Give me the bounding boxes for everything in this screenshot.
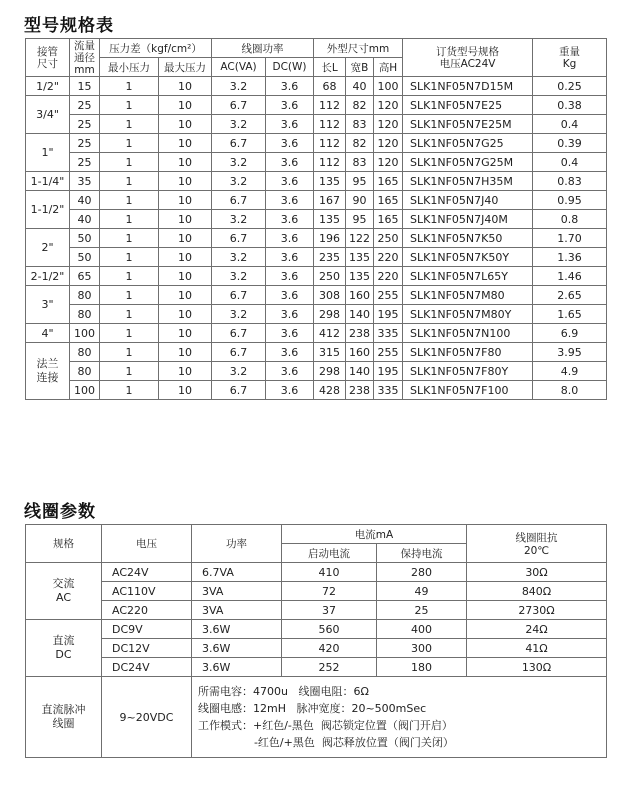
table-row [26,324,607,343]
coil-table-title: 线圈参数 [24,502,96,522]
pressure-min-cell: 1 [100,362,159,381]
pressure-min-cell: 1 [100,229,159,248]
power-ac-cell: 6.7 [212,286,266,305]
pressure-max-cell: 10 [159,248,212,267]
coil-col-power-header: 功率 [192,525,282,563]
model-cell: SLK1NF05N7E25 [403,96,533,115]
pressure-min-cell: 1 [100,191,159,210]
dim-h-cell: 120 [374,115,403,134]
weight-cell: 1.65 [533,305,607,324]
coil-table-body [26,563,607,758]
weight-cell: 3.95 [533,343,607,362]
dim-h-cell: 165 [374,172,403,191]
dim-l-cell: 250 [314,267,346,286]
dim-b-cell: 40 [346,77,374,96]
table-row [26,601,607,620]
weight-cell: 0.8 [533,210,607,229]
pressure-max-cell: 10 [159,96,212,115]
flow-cell: 35 [70,172,100,191]
dim-b-cell: 135 [346,267,374,286]
col-pressure-min-header: 最小压力 [100,58,159,77]
table-row [26,267,607,286]
power-dc-cell: 3.6 [266,153,314,172]
cell-line: 3" [41,298,54,311]
pressure-min-cell: 1 [100,286,159,305]
power-dc-cell: 3.6 [266,267,314,286]
voltage-cell: DC9V [102,620,192,639]
table-row [26,343,607,362]
model-cell: SLK1NF05N7K50 [403,229,533,248]
pressure-max-cell: 10 [159,362,212,381]
spec-table-body [26,77,607,400]
dim-l-cell: 135 [314,210,346,229]
col-weight-header: 重量 Kg [533,39,607,77]
resistance-cell: 2730Ω [467,601,607,620]
flow-cell: 80 [70,343,100,362]
dim-b-cell: 83 [346,115,374,134]
dim-b-cell: 140 [346,362,374,381]
pressure-max-cell: 10 [159,305,212,324]
dim-h-cell: 120 [374,96,403,115]
model-cell: SLK1NF05N7F80 [403,343,533,362]
dim-l-cell: 298 [314,362,346,381]
weight-cell: 6.9 [533,324,607,343]
dim-l-cell: 412 [314,324,346,343]
flow-cell: 100 [70,324,100,343]
dim-l-cell: 112 [314,96,346,115]
power-ac-cell: 3.2 [212,77,266,96]
pulse-voltage-cell: 9~20VDC [102,677,192,758]
table-row [26,286,607,305]
model-cell: SLK1NF05N7N100 [403,324,533,343]
col-power-ac-header: AC(VA) [212,58,266,77]
weight-cell: 1.36 [533,248,607,267]
pressure-max-cell: 10 [159,324,212,343]
pressure-max-cell: 10 [159,115,212,134]
model-cell: SLK1NF05N7L65Y [403,267,533,286]
weight-cell: 8.0 [533,381,607,400]
dim-h-cell: 220 [374,248,403,267]
cell-line: 连接 [36,371,59,384]
table-row [26,134,607,153]
cell-line: 1/2" [36,79,59,93]
power-dc-cell: 3.6 [266,324,314,343]
pressure-min-cell: 1 [100,324,159,343]
flow-cell: 40 [70,191,100,210]
dim-b-cell: 140 [346,305,374,324]
cell-line: 1-1/2" [30,203,65,216]
power-dc-cell: 3.6 [266,381,314,400]
model-cell: SLK1NF05N7M80 [403,286,533,305]
dim-b-cell: 135 [346,248,374,267]
pulse-note-line: 所需电容：4700u 线圈电阻：6Ω [198,685,369,698]
power-dc-cell: 3.6 [266,191,314,210]
cell-line: 交流 [52,577,75,590]
dim-l-cell: 315 [314,343,346,362]
pressure-min-cell: 1 [100,77,159,96]
cell-line: 2" [41,241,54,254]
pressure-min-cell: 1 [100,248,159,267]
pressure-max-cell: 10 [159,267,212,286]
pressure-min-cell: 1 [100,96,159,115]
dim-h-cell: 250 [374,229,403,248]
spec-table [25,38,607,400]
cell-line: 法兰 [36,357,59,370]
col-dim-l-header: 长L [314,58,346,77]
dim-b-cell: 238 [346,381,374,400]
coil-table [25,524,607,758]
model-cell: SLK1NF05N7K50Y [403,248,533,267]
hold-current-cell: 49 [377,582,467,601]
pressure-max-cell: 10 [159,134,212,153]
dim-h-cell: 255 [374,343,403,362]
dim-b-cell: 122 [346,229,374,248]
power-cell: 6.7VA [192,563,282,582]
start-current-cell: 560 [282,620,377,639]
pressure-max-cell: 10 [159,210,212,229]
dim-h-cell: 165 [374,191,403,210]
power-ac-cell: 3.2 [212,362,266,381]
col-model-header: 订货型号规格 电压AC24V [403,39,533,77]
power-cell: 3.6W [192,639,282,658]
cell-line: DC [55,648,72,661]
pulse-note-line: -红色/+黑色 阀芯释放位置（阀门关闭） [198,736,454,749]
size-cell [26,96,70,134]
table-row [26,362,607,381]
power-ac-cell: 3.2 [212,267,266,286]
model-cell: SLK1NF05N7F80Y [403,362,533,381]
table-row [26,229,607,248]
power-dc-cell: 3.6 [266,286,314,305]
weight-cell: 2.65 [533,286,607,305]
dim-h-cell: 335 [374,381,403,400]
coil-type-cell [26,563,102,620]
col-power-dc-header: DC(W) [266,58,314,77]
power-ac-cell: 3.2 [212,172,266,191]
weight-cell: 0.95 [533,191,607,210]
power-ac-cell: 3.2 [212,153,266,172]
dim-l-cell: 68 [314,77,346,96]
table-row [26,153,607,172]
coil-col-hold-current-header: 保持电流 [377,544,467,563]
size-cell [26,191,70,229]
resistance-cell: 41Ω [467,639,607,658]
size-cell [26,172,70,191]
dim-b-cell: 160 [346,286,374,305]
model-cell: SLK1NF05N7D15M [403,77,533,96]
pressure-min-cell: 1 [100,134,159,153]
coil-col-start-current-header: 启动电流 [282,544,377,563]
flow-cell: 80 [70,362,100,381]
coil-col-current-header: 电流mA [282,525,467,544]
power-dc-cell: 3.6 [266,343,314,362]
power-ac-cell: 3.2 [212,210,266,229]
pressure-max-cell: 10 [159,286,212,305]
weight-cell: 1.46 [533,267,607,286]
model-cell: SLK1NF05N7M80Y [403,305,533,324]
resistance-cell: 130Ω [467,658,607,677]
table-row [26,305,607,324]
start-current-cell: 420 [282,639,377,658]
dim-h-cell: 100 [374,77,403,96]
model-cell: SLK1NF05N7J40M [403,210,533,229]
dim-l-cell: 235 [314,248,346,267]
pressure-min-cell: 1 [100,381,159,400]
weight-cell: 1.70 [533,229,607,248]
size-cell [26,267,70,286]
start-current-cell: 37 [282,601,377,620]
cell-line: 3/4" [36,108,59,121]
table-row [26,191,607,210]
table-row [26,172,607,191]
cell-line: 2-1/2" [30,269,65,283]
pressure-max-cell: 10 [159,77,212,96]
voltage-cell: DC12V [102,639,192,658]
power-ac-cell: 6.7 [212,229,266,248]
col-pressure-max-header: 最大压力 [159,58,212,77]
size-cell [26,324,70,343]
pulse-coil-label [26,677,102,758]
cell-line: 直流脉冲 [41,703,86,716]
pressure-max-cell: 10 [159,343,212,362]
pressure-min-cell: 1 [100,172,159,191]
coil-type-cell [26,620,102,677]
col-dim-b-header: 宽B [346,58,374,77]
weight-cell: 0.83 [533,172,607,191]
dim-b-cell: 82 [346,96,374,115]
size-cell [26,343,70,400]
power-ac-cell: 3.2 [212,305,266,324]
power-cell: 3VA [192,601,282,620]
pressure-max-cell: 10 [159,191,212,210]
power-dc-cell: 3.6 [266,362,314,381]
dim-h-cell: 165 [374,210,403,229]
dim-l-cell: 112 [314,134,346,153]
resistance-cell: 840Ω [467,582,607,601]
start-current-cell: 72 [282,582,377,601]
pressure-min-cell: 1 [100,343,159,362]
size-cell [26,134,70,172]
col-pressure-header: 压力差（kgf/cm²） [100,39,212,58]
flow-cell: 80 [70,305,100,324]
cell-line: 线圈 [52,717,75,730]
dim-l-cell: 112 [314,153,346,172]
pulse-notes-cell [192,677,607,758]
weight-cell: 0.4 [533,153,607,172]
power-cell: 3.6W [192,658,282,677]
pressure-max-cell: 10 [159,172,212,191]
dim-h-cell: 255 [374,286,403,305]
power-ac-cell: 6.7 [212,134,266,153]
dim-b-cell: 83 [346,153,374,172]
table-row [26,582,607,601]
hold-current-cell: 300 [377,639,467,658]
cell-line: 4" [41,326,54,340]
table-row [26,96,607,115]
power-cell: 3.6W [192,620,282,639]
dim-h-cell: 120 [374,153,403,172]
pressure-min-cell: 1 [100,153,159,172]
power-ac-cell: 6.7 [212,381,266,400]
spec-table-title: 型号规格表 [24,16,114,36]
power-dc-cell: 3.6 [266,96,314,115]
table-row [26,115,607,134]
power-dc-cell: 3.6 [266,305,314,324]
size-cell [26,229,70,267]
power-cell: 3VA [192,582,282,601]
dim-h-cell: 335 [374,324,403,343]
resistance-cell: 24Ω [467,620,607,639]
power-ac-cell: 3.2 [212,115,266,134]
model-cell: SLK1NF05N7H35M [403,172,533,191]
flow-cell: 50 [70,248,100,267]
flow-cell: 25 [70,115,100,134]
hold-current-cell: 400 [377,620,467,639]
flow-cell: 40 [70,210,100,229]
table-row [26,381,607,400]
flow-cell: 65 [70,267,100,286]
dim-h-cell: 120 [374,134,403,153]
dim-b-cell: 90 [346,191,374,210]
power-ac-cell: 3.2 [212,248,266,267]
power-dc-cell: 3.6 [266,134,314,153]
resistance-cell: 30Ω [467,563,607,582]
dim-h-cell: 195 [374,362,403,381]
dim-l-cell: 112 [314,115,346,134]
weight-cell: 0.38 [533,96,607,115]
table-row [26,77,607,96]
dim-b-cell: 160 [346,343,374,362]
flow-cell: 25 [70,134,100,153]
model-cell: SLK1NF05N7E25M [403,115,533,134]
dim-b-cell: 82 [346,134,374,153]
pressure-min-cell: 1 [100,267,159,286]
pressure-min-cell: 1 [100,305,159,324]
pressure-min-cell: 1 [100,115,159,134]
flow-cell: 80 [70,286,100,305]
pressure-max-cell: 10 [159,381,212,400]
power-dc-cell: 3.6 [266,229,314,248]
pressure-min-cell: 1 [100,210,159,229]
cell-line: AC [55,591,71,604]
hold-current-cell: 280 [377,563,467,582]
model-cell: SLK1NF05N7J40 [403,191,533,210]
dim-l-cell: 298 [314,305,346,324]
table-row [26,639,607,658]
cell-line: 1-1/4" [30,174,65,188]
weight-cell: 4.9 [533,362,607,381]
flow-cell: 50 [70,229,100,248]
voltage-cell: AC24V [102,563,192,582]
flow-cell: 15 [70,77,100,96]
coil-col-resistance-header: 线圈阻抗 20℃ [467,525,607,563]
dim-l-cell: 428 [314,381,346,400]
model-cell: SLK1NF05N7G25 [403,134,533,153]
size-cell [26,77,70,96]
weight-cell: 0.4 [533,115,607,134]
col-dim-h-header: 高H [374,58,403,77]
start-current-cell: 252 [282,658,377,677]
flow-cell: 25 [70,153,100,172]
table-row [26,563,607,582]
col-dimensions-header: 外型尺寸mm [314,39,403,58]
hold-current-cell: 25 [377,601,467,620]
voltage-cell: AC220 [102,601,192,620]
dim-h-cell: 195 [374,305,403,324]
power-dc-cell: 3.6 [266,172,314,191]
dim-h-cell: 220 [374,267,403,286]
dim-b-cell: 238 [346,324,374,343]
table-row [26,210,607,229]
pulse-note-line: 线圈电感：12mH 脉冲宽度：20~500mSec [198,702,427,715]
dim-b-cell: 95 [346,172,374,191]
model-cell: SLK1NF05N7G25M [403,153,533,172]
dim-l-cell: 135 [314,172,346,191]
power-dc-cell: 3.6 [266,248,314,267]
pressure-max-cell: 10 [159,229,212,248]
coil-col-voltage-header: 电压 [102,525,192,563]
table-row [26,620,607,639]
table-row [26,658,607,677]
power-ac-cell: 6.7 [212,343,266,362]
power-dc-cell: 3.6 [266,115,314,134]
power-dc-cell: 3.6 [266,210,314,229]
coil-col-spec-header: 规格 [26,525,102,563]
start-current-cell: 410 [282,563,377,582]
model-cell: SLK1NF05N7F100 [403,381,533,400]
pulse-coil-row [26,677,607,758]
pulse-note-line: 工作模式：+红色/-黑色 阀芯锁定位置（阀门开启） [198,719,453,732]
voltage-cell: AC110V [102,582,192,601]
flow-cell: 100 [70,381,100,400]
voltage-cell: DC24V [102,658,192,677]
dim-b-cell: 95 [346,210,374,229]
power-dc-cell: 3.6 [266,77,314,96]
cell-line: 1" [41,146,54,159]
power-ac-cell: 6.7 [212,191,266,210]
col-flow-header: 流量 通径 mm [70,39,100,77]
weight-cell: 0.25 [533,77,607,96]
col-size-header: 接管 尺寸 [26,39,70,77]
power-ac-cell: 6.7 [212,96,266,115]
hold-current-cell: 180 [377,658,467,677]
power-ac-cell: 6.7 [212,324,266,343]
size-cell [26,286,70,324]
dim-l-cell: 196 [314,229,346,248]
table-row [26,248,607,267]
weight-cell: 0.39 [533,134,607,153]
dim-l-cell: 308 [314,286,346,305]
cell-line: 直流 [52,634,75,647]
dim-l-cell: 167 [314,191,346,210]
pressure-max-cell: 10 [159,153,212,172]
col-power-header: 线圈功率 [212,39,314,58]
flow-cell: 25 [70,96,100,115]
